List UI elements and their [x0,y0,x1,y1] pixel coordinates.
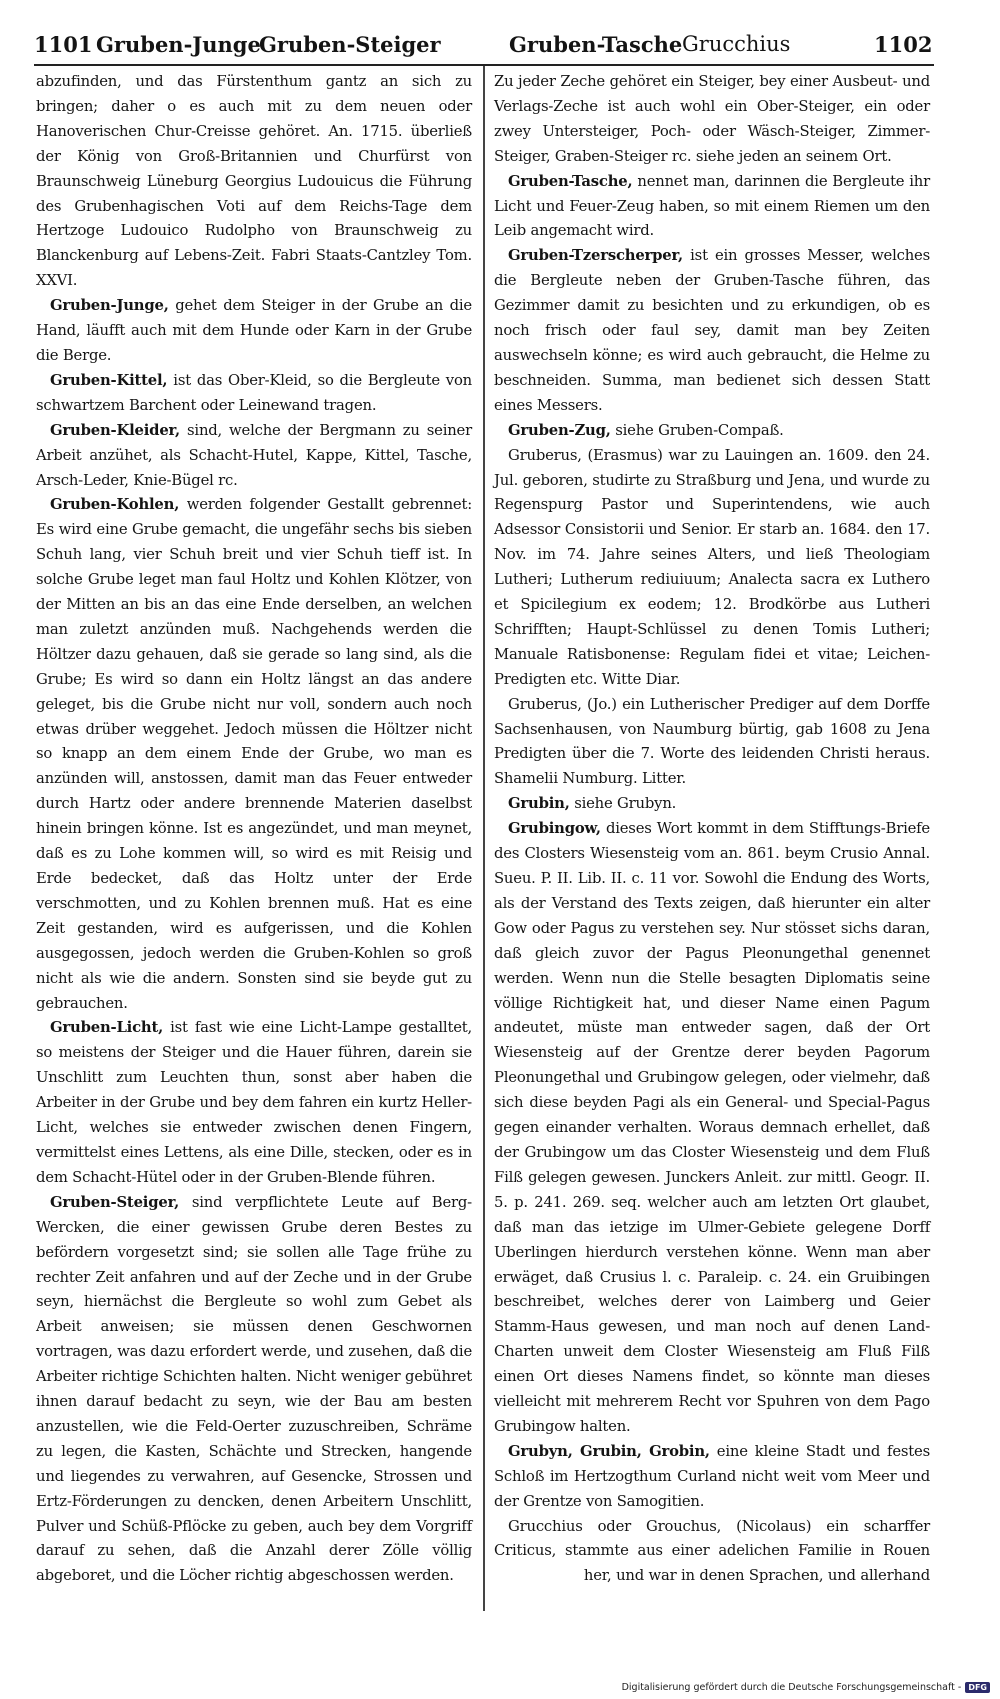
entry-paragraph [494,419,930,444]
entry-paragraph [36,369,472,419]
entry-text: Zu jeder Zeche gehöret ein Steiger, bey einer Ausbeut- und Verlags-Zeche ist auch wohl ein Ober-Steiger, ein oder zwey Untersteiger, Poch- oder Wäsch-Steiger, Zimmer-Steiger, Graben-Steiger rc. siehe jeden an seinem Ort. [494,73,930,165]
entry-paragraph [36,419,472,494]
entry-paragraph [494,792,930,817]
entry-text: nennet man, darinnen die Bergleute ihr Licht und Feuer-Zeug haben, so mit einem Riemen um den Leib angemacht wird. [494,172,930,240]
entry-text: Gruberus, (Jo.) ein Lutherischer Prediger auf dem Dorffe Sachsenhausen, von Naumburg bürtig, gab 1608 zu Jena Predigten über die 7. Worte des leidenden Christi heraus. Shamelii Numburg. Litter. [494,695,930,788]
guide-word: Gruben-Junge [96,32,261,57]
entry-paragraph [36,1016,472,1190]
entry-lemma: Gruben-Kohlen, [50,496,180,514]
entry-text: ist ein grosses Messer, welches die Bergleute neben der Gruben-Tasche führen, das Gezimmer damit zu besichten und zu erkundigen, ob es noch frisch oder faul sey, damit man bey Zeiten auswechseln könne; es wird auch gebraucht, die Helme zu beschneiden. Summa, man bedienet sich dessen Statt eines Messers. [494,247,930,414]
entry-text: werden folgender Gestallt gebrennet: Es wird eine Grube gemacht, die ungefähr sechs bis sieben Schuh lang, vier Schuh breit und vier Schuh tieff ist. In solche Grube leget man faul Holtz und Kohlen Klötzer, von der Mitten an bis an das eine Ende derselben, an welchen man zuletzt anzünden muß. Nachgehends werden die Höltzer dazu gehauen, daß sie gerade so lang sind, als die Grube; Es wird so dann ein Holtz längst an das andere geleget, bis die Grube nicht nur voll, sondern auch noch etwas drüber weggehet. Jedoch müssen die Höltzer nicht so knapp an dem einem Ende der Grube, wo man es anzünden will, anstossen, damit man das Feuer entweder durch Hartz oder andere brennende Materien daselbst hinein bringen könne. Ist es angezündet, und man meynet, daß es zu Lohe kommen will, so wird es mit Reisig und Erde bedecket, daß das Holtz unter der Erde verschmotten, und zu Kohlen brennen muß. Hat es eine Zeit gestanden, wird es aufgerissen, und die Kohlen ausgegossen, jedoch werden die Gruben-Kohlen so groß nicht als wie die andern. Sonsten sind sie beyde gut zu gebrauchen. [36,496,472,1012]
entry-text: sind verpflichtete Leute auf Berg-Wercken, die einer gewissen Grube deren Bestes zu befördern vorgesetzt sind; sie sollen alle Tage frühe zu rechter Zeit anfahren und auf der Zeche und in der Grube seyn, hiernächst die Bergleute so wohl zum Gebet als Arbeit anweisen; sie müssen denen Geschwornen vortragen, was dazu erfordert werde, und zusehen, daß die Arbeiter richtige Schichten halten. Nicht weniger gebühret ihnen darauf bedacht zu seyn, wie der Bau am besten anzustellen, wie die Feld-Oerter zuzuschreiben, Schräme zu legen, die Kasten, Schächte und Strecken, hangende und liegendes zu verwahren, auf Gesencke, Strossen und Ertz-Förderungen zu dencken, denen Arbeitern Unschlitt, Pulver und Schüß-Pflöcke zu geben, auch bey dem Vorgriff darauf zu sehen, daß die Anzahl derer Zölle völlig abgeboret, und die Löcher richtig abgeschossen werden. [36,1193,472,1585]
entry-paragraph [494,170,930,245]
entry-text: Grucchius oder Grouchus, (Nicolaus) ein scharffer Criticus, stammte aus einer adelichen Familie in Rouen her, und war in denen Sprachen, und allerhand [494,1517,930,1585]
entry-lemma: Gruben-Steiger, [50,1193,180,1211]
entry-paragraph [494,693,930,793]
guide-word: Gruben-Steiger [259,32,441,57]
entry-text: siehe Gruben-Compaß. [615,421,784,439]
entry-text: ist das Ober-Kleid, so die Bergleute von schwartzem Barchent oder Leinewand tragen. [36,371,472,414]
entry-lemma: Grubingow, [508,820,601,838]
entry-text: dieses Wort kommt in dem Stifftungs-Briefe des Closters Wiesensteig vom an. 861. beym Crusio Annal. Sueu. P. II. Lib. II. c. 11 vor. Sowohl die Endung des Worts, als der Verstand des Texts zeigen, daß hierunter ein alter Gow oder Pagus zu verstehen sey. Nur stösset sichs daran, daß gleich zuvor der Pagus Pleonungethal genennet werden. Wenn nun die Stelle besagten Diplomatis seine völlige Richtigkeit hat, und dieser Name einen Pagum andeutet, müste man entweder sagen, daß der Ort Wiesensteig auf der Grentze derer beyden Pagorum Pleonungethal und Grubingow gelegen, oder vielmehr, daß sich diese beyden Pagi als ein General- und Special-Pagus gegen einander verhalten. Woraus demnach erhellet, daß der Grubingow um das Closter Wiesensteig und dem Fluß Filß gelegen gewesen. Junckers Anleit. zur mittl. Geogr. II. 5. p. 241. 269. seq. welcher auch am letzten Ort glaubet, daß man das ietzige im Ulmer-Gebiete gelegene Dorff Uberlingen hierdurch verstehen könne. Wenn man aber erwäget, daß Crusius l. c. Paraleip. c. 24. ein Gruibingen beschreibet, welches derer von Laimberg und Geier Stamm-Haus gewesen, und man noch auf denen Land-Charten unweit dem Closter Wiesensteig am Fluß Filß einen Ort dieses Namens findet, so könnte man dieses vielleicht mit mehrerem Recht vor Spuhren von dem Pago Grubingow halten. [494,820,930,1435]
entry-text: ist fast wie eine Licht-Lampe gestalltet, so meistens der Steiger und die Hauer führen, darein sie Unschlitt zum Leuchten thun, sonst aber haben die Arbeiter in der Grube und bey dem fahren ein kurtz Heller-Licht, welches sie entweder zwischen denen Fingern, vermittelst eines Lettens, als eine Dille, stecken, oder es in dem Schacht-Hütel oder in der Gruben-Blende führen. [36,1019,472,1186]
entry-lemma: Gruben-Tasche, [508,172,633,190]
right-column [494,70,930,1589]
entry-paragraph [494,70,930,170]
entry-text: sind, welche der Bergmann zu seiner Arbeit anzühet, als Schacht-Hutel, Kappe, Kittel, Tasche, Arsch-Leder, Knie-Bügel rc. [36,421,472,489]
entry-paragraph [36,493,472,1016]
entry-lemma: Gruben-Tzerscherper, [508,247,683,265]
entry-lemma: Gruben-Kittel, [50,371,168,389]
entry-paragraph [36,294,472,369]
entry-lemma: Gruben-Zug, [508,421,611,439]
entry-lemma: Gruben-Kleider, [50,421,180,439]
entry-paragraph [494,444,930,693]
left-column [36,70,472,1589]
entry-text: siehe Grubyn. [574,795,677,813]
entry-lemma: Grubyn, Grubin, Grobin, [508,1442,710,1460]
entry-lemma: Grubin, [508,795,570,813]
column-number: 1101 [34,32,93,57]
entry-text: abzufinden, und das Fürstenthum gantz an sich zu bringen; daher o es auch mit zu dem neuen oder Hanoverischen Chur-Creisse gehöret. An. 1715. überließ der König von Groß-Britannien und Churfürst von Braunschweig Lüneburg Georgius Ludouicus die Führung des Grubenhagischen Voti auf dem Reichs-Tage dem Hertzoge Ludouico Rudolpho von Braunschweig zu Blanckenburg auf Lebens-Zeit. Fabri Staats-Cantzley Tom. XXVI. [36,73,472,290]
page-header-right [494,32,934,62]
credit-text: Digitalisierung gefördert durch die Deutsche Forschungsgemeinschaft - [621,1681,962,1693]
entry-lemma: Gruben-Licht, [50,1019,164,1037]
column-number: 1102 [874,32,933,57]
entry-text: eine kleine Stadt und festes Schloß im Hertzogthum Curland nicht weit vom Meer und der Grentze von Samogitien. [494,1442,930,1510]
dfg-logo: DFG [965,1682,990,1693]
digitization-credit [622,1679,990,1695]
guide-word: Gruben-Tasche [509,32,683,57]
entry-paragraph [494,1515,930,1590]
entry-paragraph [36,1191,472,1590]
guide-word: Grucchius [682,32,791,56]
entry-text: Gruberus, (Erasmus) war zu Lauingen an. 1609. den 24. Jul. geboren, studirte zu Straßburg und Jena, und wurde zu Regenspurg Pastor und Superintendens, wie auch Adsessor Consistorii und Senior. Er starb an. 1684. den 17. Nov. im 74. Jahre seines Alters, und ließ Theologiam Lutheri; Lutherum rediuiuum; Analecta sacra ex Luthero et Spicilegium ex eodem; 12. Brodkörbe aus Lutheri Schrifften; Haupt-Schlüssel zu denen Tomis Lutheri; Manuale Ratisbonense: Regulam fidei et vitae; Leichen-Predigten etc. Witte Diar. [494,446,930,688]
entry-text: gehet dem Steiger in der Grube an die Hand, läufft auch mit dem Hunde oder Karn in der Grube die Berge. [36,297,472,364]
entry-paragraph [494,1440,930,1515]
entry-paragraph [494,817,930,1440]
entry-lemma: Gruben-Junge, [50,297,169,315]
entry-paragraph [36,70,472,294]
entry-paragraph [494,244,930,418]
page-header-left [34,32,474,62]
column-divider [483,66,485,1611]
